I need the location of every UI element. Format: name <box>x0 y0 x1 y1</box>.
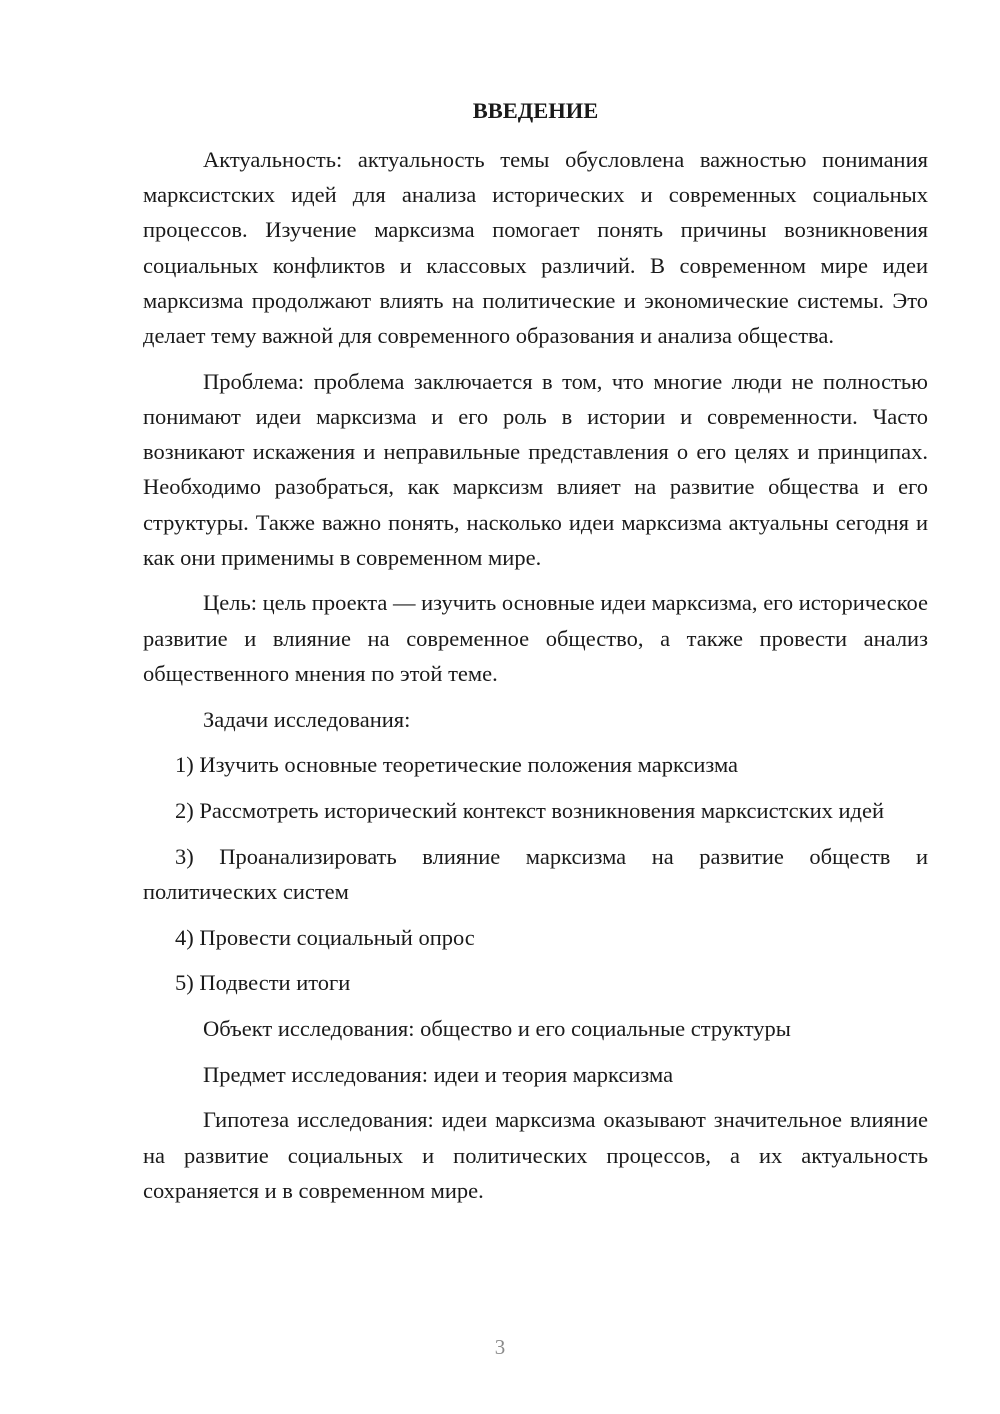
tasks-heading: Задачи исследования: <box>203 706 411 732</box>
object-paragraph: Объект исследования: общество и его социальные структуры <box>203 1015 791 1041</box>
relevance-paragraph: Актуальность: актуальность темы обусловлена важностью понимания марксистских идей для анализа исторических и современных социальных процессов. Изучение марксизма помогает понять причины возникновения социальных конфликтов и классовых различий. В современном мире идеи марксизма продолжают влиять на политические и экономические системы. Это делает тему важной для современного образования и анализа общества. <box>143 147 928 349</box>
problem-paragraph: Проблема: проблема заключается в том, что многие люди не полностью понимают идеи марксизма и его роль в истории и современности. Часто возникают искажения и неправильные представления о его целях и принципах. Необходимо разобраться, как марксизм влияет на развитие общества и его структуры. Также важно понять, насколько идеи марксизма актуальны сегодня и как они применимы в современном мире. <box>143 368 928 570</box>
task-item: 5) Подвести итоги <box>175 970 351 996</box>
hypothesis-paragraph: Гипотеза исследования: идеи марксизма оказывают значительное влияние на развитие социальных и политических процессов, а их актуальность сохраняется и в современном мире. <box>143 1107 928 1203</box>
goal-paragraph: Цель: цель проекта — изучить основные идеи марксизма, его историческое развитие и влияние на современное общество, а также провести анализ общественного мнения по этой теме. <box>143 590 928 686</box>
page-title: ВВЕДЕНИЕ <box>472 98 599 123</box>
task-item: 4) Провести социальный опрос <box>175 924 475 950</box>
task-item: 3) Проанализировать влияние марксизма на развитие обществ и политических систем <box>143 843 928 904</box>
task-item: 2) Рассмотреть исторический контекст возникновения марксистских идей <box>175 797 885 823</box>
page-number: 3 <box>494 1335 506 1359</box>
subject-paragraph: Предмет исследования: идеи и теория марксизма <box>203 1061 674 1087</box>
page-content <box>143 142 928 1218</box>
task-item: 1) Изучить основные теоретические положения марксизма <box>175 752 739 778</box>
